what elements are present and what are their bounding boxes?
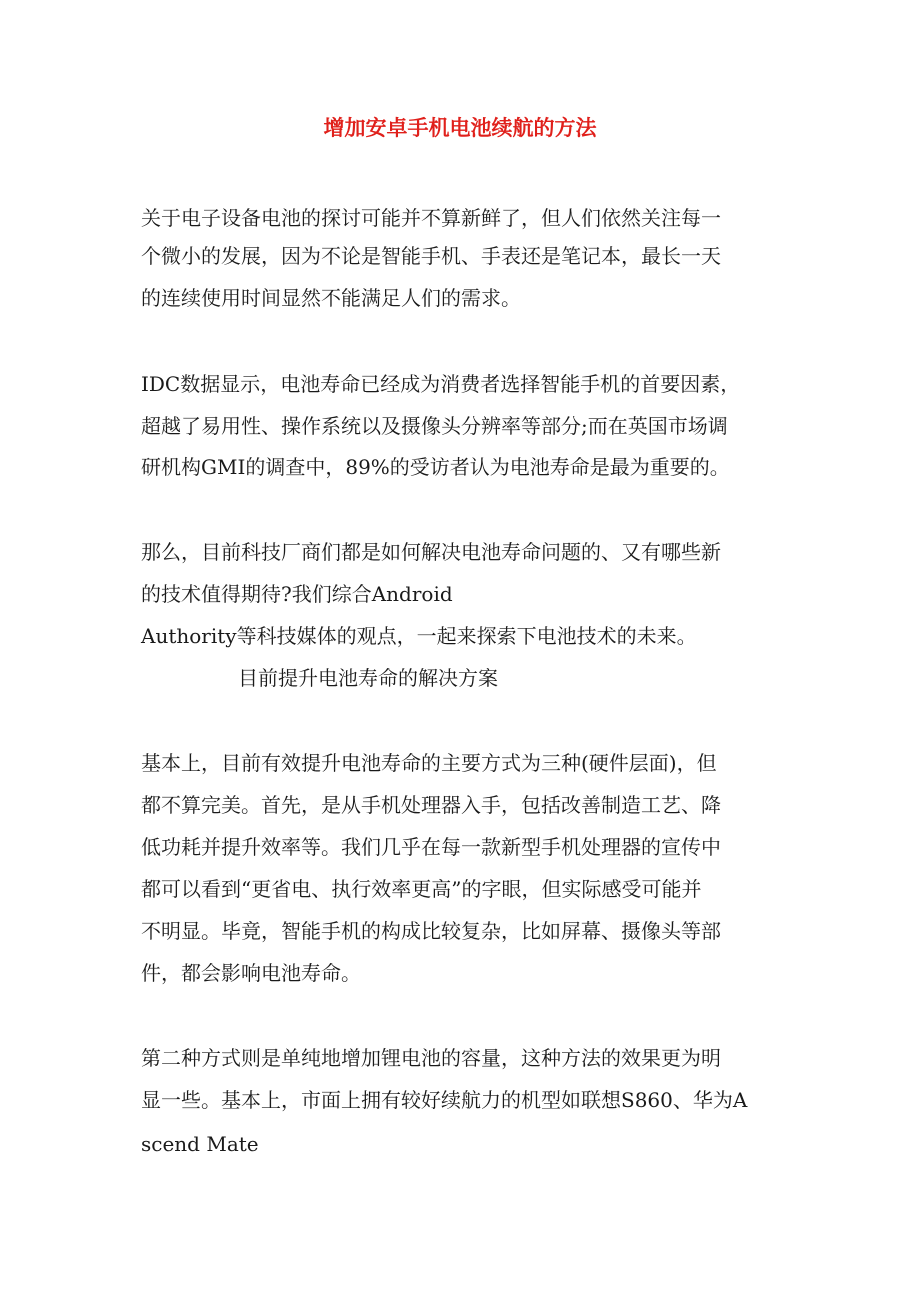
paragraph-1-line-1: 关于电子设备电池的探讨可能并不算新鲜了，但人们依然关注每一 xyxy=(141,206,721,230)
paragraph-3-line-1: 那么，目前科技厂商们都是如何解决电池寿命问题的、又有哪些新 xyxy=(141,540,721,564)
paragraph-4-line-3: 低功耗并提升效率等。我们几乎在每一款新型手机处理器的宣传中 xyxy=(141,835,721,859)
paragraph-4-line-4: 都可以看到“更省电、执行效率更高”的字眼，但实际感受可能并 xyxy=(141,877,702,901)
paragraph-3-line-2: 的技术值得期待?我们综合Android xyxy=(141,582,453,606)
paragraph-5-line-3: scend Mate xyxy=(141,1132,259,1156)
paragraph-2-line-1: IDC数据显示，电池寿命已经成为消费者选择智能手机的首要因素， xyxy=(141,372,741,396)
paragraph-3-line-3: Authority等科技媒体的观点，一起来探索下电池技术的未来。 xyxy=(141,624,697,648)
document-title: 增加安卓手机电池续航的方法 xyxy=(323,116,597,140)
paragraph-4-line-2: 都不算完美。首先，是从手机处理器入手，包括改善制造工艺、降 xyxy=(141,793,721,817)
paragraph-5-line-1: 第二种方式则是单纯地增加锂电池的容量，这种方法的效果更为明 xyxy=(141,1046,721,1070)
paragraph-2-line-3: 研机构GMI的调查中，89%的受访者认为电池寿命是最为重要的。 xyxy=(141,455,730,479)
paragraph-4-line-6: 件，都会影响电池寿命。 xyxy=(141,961,361,985)
paragraph-1-line-2: 个微小的发展，因为不论是智能手机、手表还是笔记本，最长一天 xyxy=(141,244,721,268)
paragraph-4-line-1: 基本上，目前有效提升电池寿命的主要方式为三种(硬件层面)，但 xyxy=(141,751,717,775)
paragraph-1-line-3: 的连续使用时间显然不能满足人们的需求。 xyxy=(141,286,521,310)
paragraph-5-line-2: 显一些。基本上，市面上拥有较好续航力的机型如联想S860、华为A xyxy=(141,1088,748,1112)
paragraph-4-line-5: 不明显。毕竟，智能手机的构成比较复杂，比如屏幕、摄像头等部 xyxy=(141,919,721,943)
section-subheading: 目前提升电池寿命的解决方案 xyxy=(238,666,498,690)
paragraph-2-line-2: 超越了易用性、操作系统以及摄像头分辨率等部分;而在英国市场调 xyxy=(141,414,728,438)
